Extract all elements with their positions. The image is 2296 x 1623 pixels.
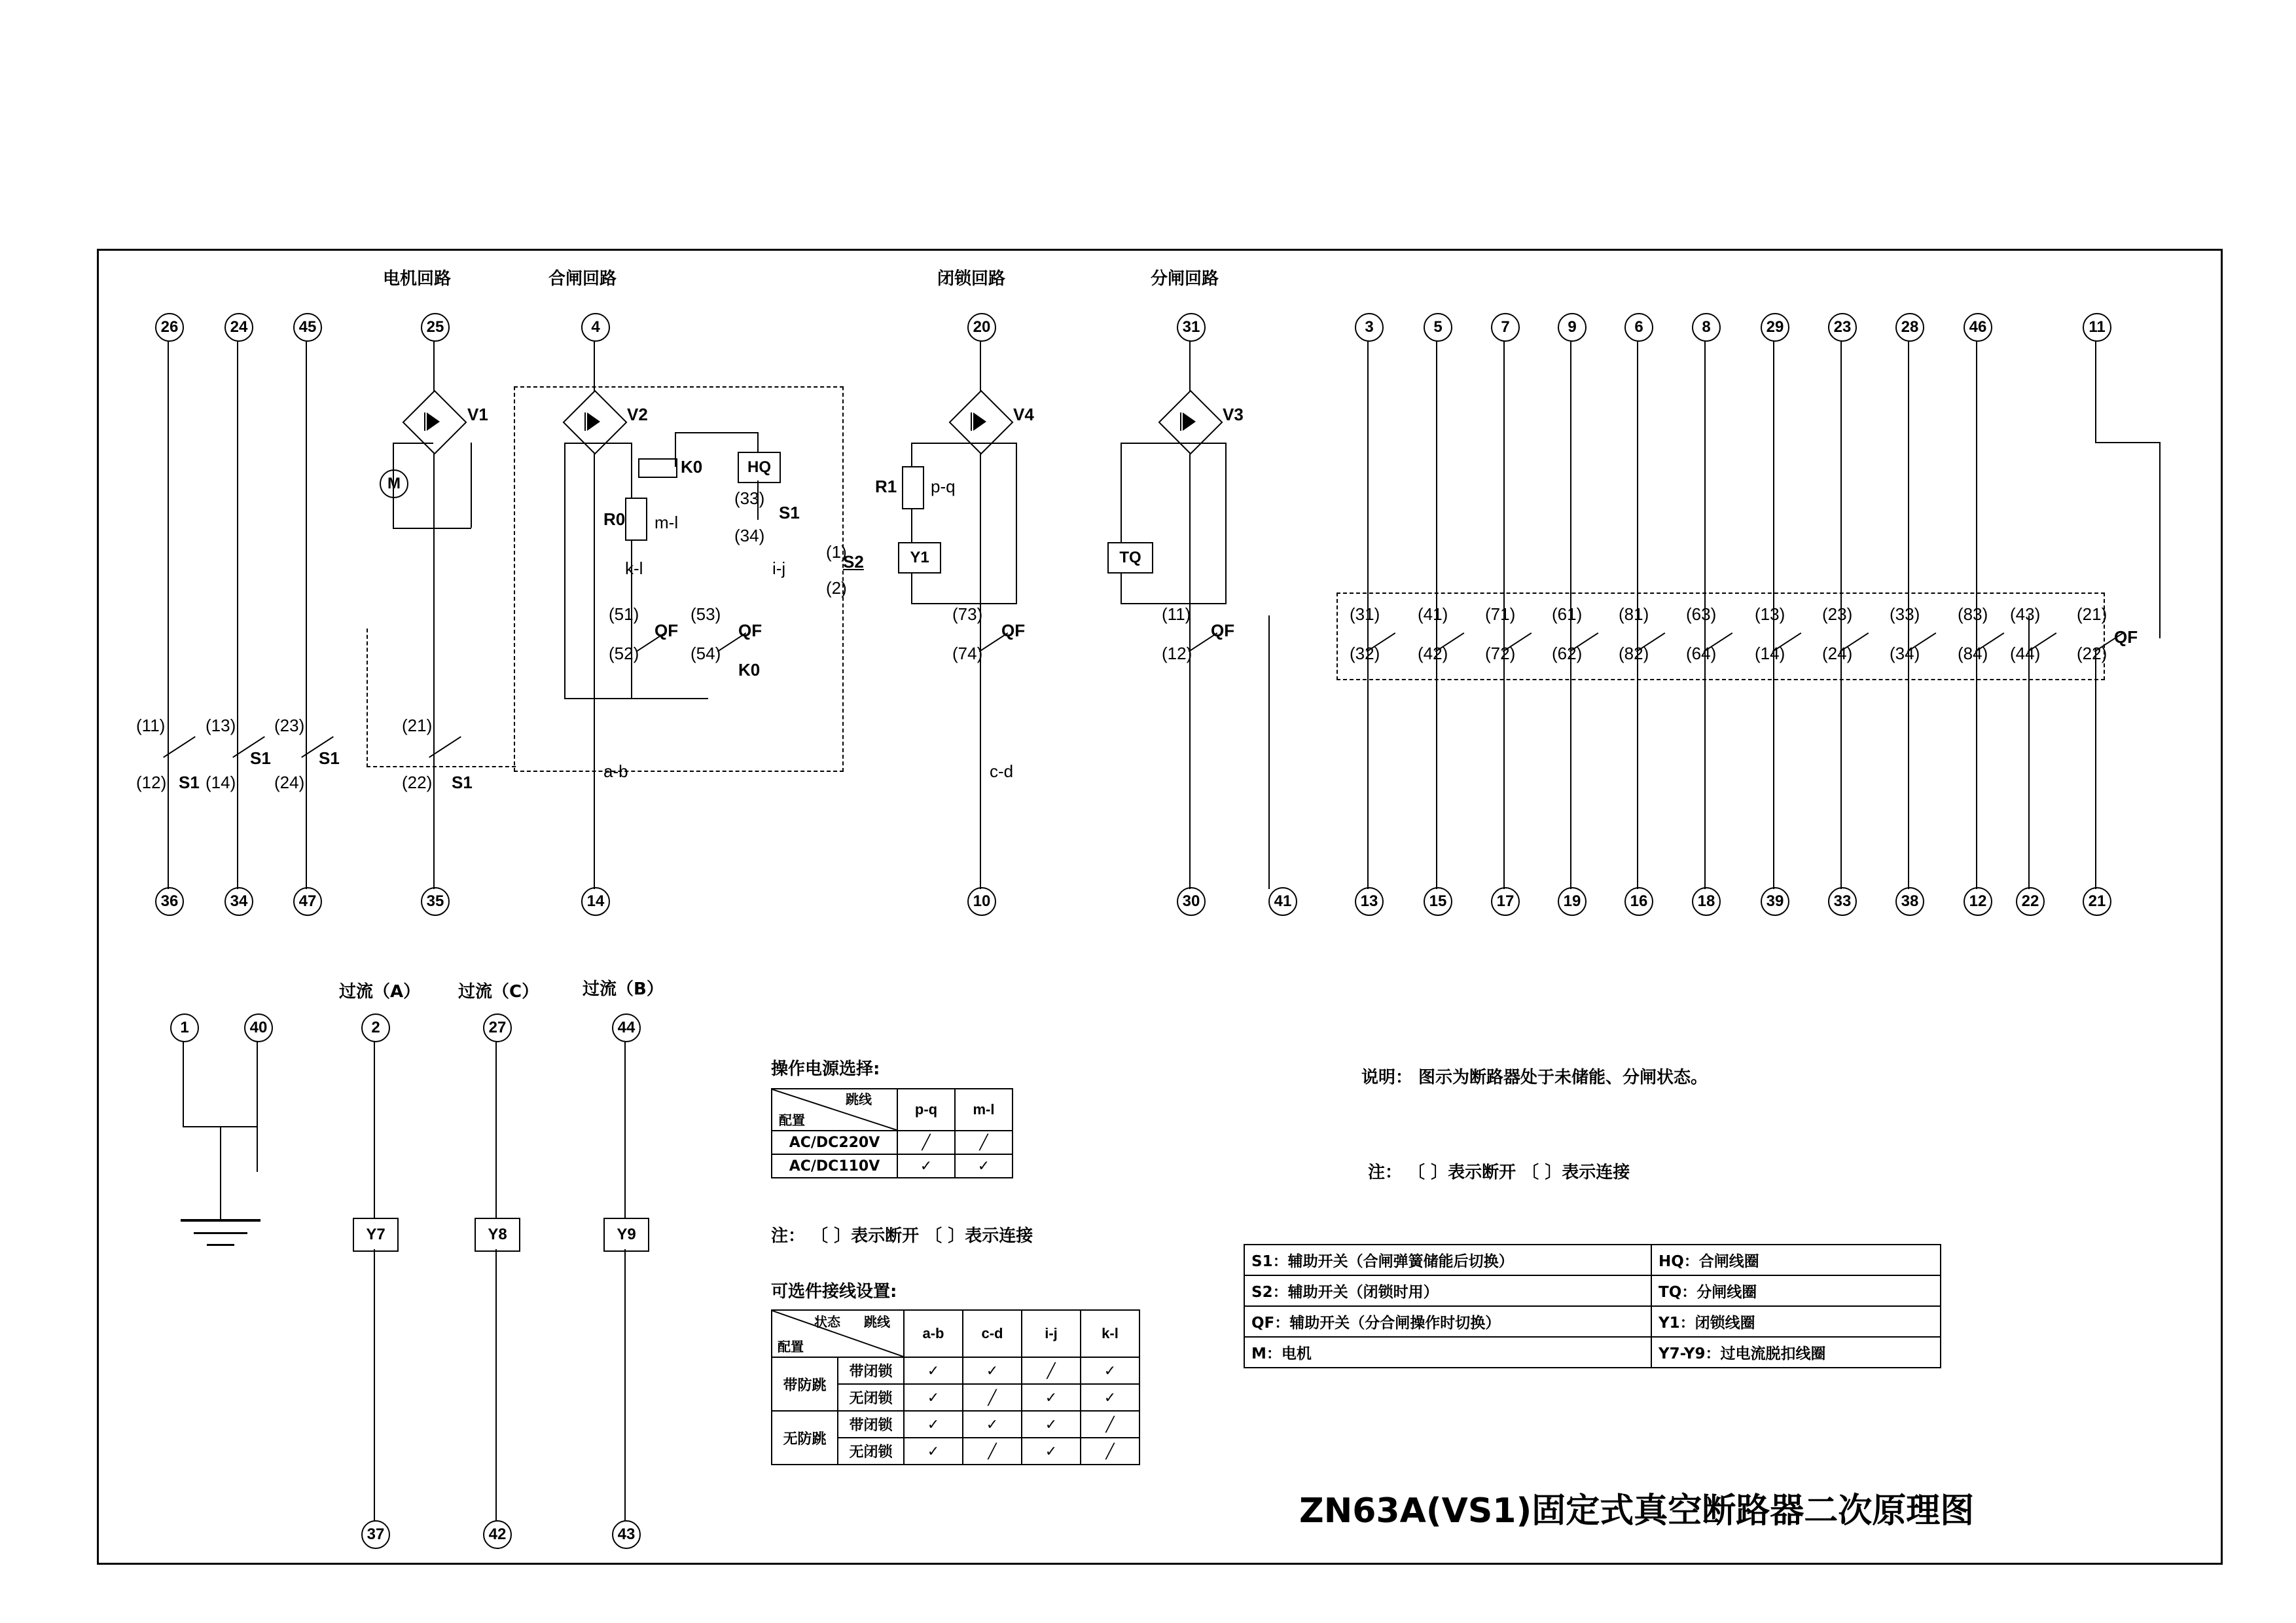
terminal-bottom: 15 (1424, 887, 1452, 916)
contact-qf-51: (51) (609, 604, 639, 624)
table-option-cell: ✓ (904, 1357, 963, 1384)
contact-qf-bot: (84) (1958, 644, 1988, 663)
component-y7-coil: Y7 (353, 1218, 399, 1252)
wire (374, 1249, 375, 1521)
terminal-bottom: 13 (1355, 887, 1384, 916)
table-option-row-label: 无闭锁 (838, 1384, 904, 1411)
diode-bar-v4 (971, 412, 972, 431)
legend-left: M：电机 (1244, 1337, 1651, 1368)
diode-bar-v1 (424, 412, 425, 431)
contact-qf-top: (23) (1822, 604, 1853, 624)
contact-qf-bot: (14) (1755, 644, 1785, 663)
terminal-top: 8 (1692, 313, 1721, 342)
wire (624, 1249, 626, 1521)
label-v1: V1 (467, 405, 488, 424)
close-circuit-boundary-ext (367, 766, 516, 767)
label-jumper-c-d: c-d (990, 761, 1014, 781)
terminal-lower-top: 27 (483, 1013, 512, 1042)
section-label-open: 分闸回路 (1151, 269, 1219, 289)
contact-qf-top: (31) (1350, 604, 1380, 624)
terminal-top: 45 (293, 313, 322, 342)
label-jumper-a-b: a-b (603, 761, 628, 781)
svg-text:跳线: 跳线 (864, 1314, 890, 1330)
label-k0-contact: K0 (738, 660, 761, 680)
wire (374, 1041, 375, 1218)
table-option-corner (772, 1310, 904, 1357)
label-r1: R1 (875, 477, 897, 496)
terminal-top: 46 (1964, 313, 1992, 342)
table-power-note: 注： 〔 〕表示断开 〔 〕表示连接 (771, 1226, 1033, 1246)
contact-qf-bot: (44) (2010, 644, 2041, 663)
contact-qf-open-12: (12) (1162, 644, 1193, 663)
wire (257, 1041, 258, 1172)
label-qf-lock: QF (1001, 621, 1026, 640)
terminal-lower-bottom: 37 (361, 1520, 390, 1549)
label-v4: V4 (1013, 405, 1034, 424)
wire (1268, 615, 1270, 889)
contact-s1-24: (24) (274, 773, 305, 792)
contact-qf-top: (41) (1418, 604, 1448, 624)
contact-s1-12: (12) (136, 773, 167, 792)
table-option-cell: ✓ (1022, 1411, 1081, 1438)
label-s1-close: S1 (779, 503, 800, 522)
table-power-cell: ╱ (897, 1131, 955, 1154)
table-option-group-label: 带防跳 (772, 1357, 838, 1411)
qf-group-boundary (1336, 593, 2108, 680)
table-option-cell: ✓ (1022, 1384, 1081, 1411)
contact-qf-top: (13) (1755, 604, 1785, 624)
diode-arrow-v3 (1183, 412, 1196, 431)
motor-symbol: M (380, 469, 408, 498)
table-power-col-0: p-q (897, 1089, 955, 1131)
table-option-col-0: a-b (904, 1310, 963, 1357)
contact-qf-bot: (82) (1619, 644, 1649, 663)
note-symbol: 注： 〔 〕表示断开 〔 〕表示连接 (1368, 1163, 1630, 1182)
contact-qf-top: (43) (2010, 604, 2041, 624)
terminal-bottom: 41 (1268, 887, 1297, 916)
terminal-lower-top: 1 (170, 1013, 199, 1042)
label-s1-a: S1 (179, 773, 200, 792)
wire (2095, 340, 2096, 442)
table-option-group-label: 无防跳 (772, 1411, 838, 1465)
contact-s2-2: (2) (826, 578, 847, 598)
component-hq-coil: HQ (738, 452, 781, 483)
table-option-col-1: c-d (963, 1310, 1022, 1357)
wire (393, 528, 471, 529)
table-option-cell: ✓ (904, 1384, 963, 1411)
table-option-cell: ✓ (1081, 1384, 1139, 1411)
terminal-top: 28 (1895, 313, 1924, 342)
table-option-cell: ╱ (1081, 1438, 1139, 1465)
legend-right: Y1：闭锁线圈 (1651, 1306, 1941, 1337)
component-y1-coil: Y1 (898, 542, 941, 574)
section-label-lock: 闭锁回路 (937, 269, 1006, 289)
legend-right: HQ：合闸线圈 (1651, 1245, 1941, 1275)
contact-qf-top: (83) (1958, 604, 1988, 624)
terminal-bottom: 10 (967, 887, 996, 916)
legend-left: S2：辅助开关（闭锁时用） (1244, 1275, 1651, 1306)
terminal-bottom: 14 (581, 887, 610, 916)
legend-left: QF：辅助开关（分合闸操作时切换） (1244, 1306, 1651, 1337)
svg-text:配置: 配置 (778, 1339, 804, 1355)
table-power-col-1: m-l (955, 1089, 1013, 1131)
terminal-top: 26 (155, 313, 184, 342)
label-jumper-i-j: i-j (772, 558, 786, 578)
terminal-lower-bottom: 42 (483, 1520, 512, 1549)
contact-s1-22: (22) (402, 773, 433, 792)
wire (393, 443, 433, 444)
terminal-bottom: 18 (1692, 887, 1721, 916)
close-circuit-boundary-ext2 (367, 629, 368, 767)
terminal-top: 6 (1624, 313, 1653, 342)
contact-qf-53: (53) (691, 604, 721, 624)
table-power-cell: ✓ (955, 1154, 1013, 1178)
terminal-bottom: 17 (1491, 887, 1520, 916)
wire (220, 1126, 221, 1219)
table-option-cell: ╱ (1022, 1357, 1081, 1384)
table-option-cell: ✓ (904, 1411, 963, 1438)
table-option-cell: ✓ (1081, 1357, 1139, 1384)
wire (1121, 443, 1190, 444)
wire (183, 1041, 184, 1126)
table-option-cell: ✓ (963, 1411, 1022, 1438)
contact-qf-bot: (34) (1890, 644, 1920, 663)
terminal-bottom: 16 (1624, 887, 1653, 916)
ground-bar-2 (194, 1232, 247, 1234)
table-option-title: 可选件接线设置: (771, 1282, 897, 1302)
terminal-top: 11 (2083, 313, 2111, 342)
table-option-cell: ╱ (963, 1438, 1022, 1465)
component-y9-coil: Y9 (603, 1218, 649, 1252)
terminal-bottom: 34 (224, 887, 253, 916)
contact-s1-14: (14) (206, 773, 236, 792)
contact-qf-bot: (22) (2077, 644, 2108, 663)
label-s2: S2 (843, 552, 864, 572)
diode-bar-v3 (1180, 412, 1181, 431)
terminal-bottom: 33 (1828, 887, 1857, 916)
label-jumper-k-l: k-l (625, 558, 643, 578)
contact-qf-74: (74) (952, 644, 983, 663)
contact-qf-bot: (24) (1822, 644, 1853, 663)
contact-s1-11: (11) (136, 716, 166, 735)
terminal-bottom: 35 (421, 887, 450, 916)
contact-s1-23: (23) (274, 716, 305, 735)
contact-qf-54: (54) (691, 644, 721, 663)
contact-hq-34: (34) (734, 526, 765, 545)
table-option-cell: ╱ (1081, 1411, 1139, 1438)
terminal-bottom: 47 (293, 887, 322, 916)
wire (2159, 442, 2161, 638)
section-label-motor: 电机回路 (383, 269, 452, 289)
diode-arrow-v1 (427, 412, 440, 431)
label-jumper-p-q: p-q (931, 477, 956, 496)
wire (495, 1041, 497, 1218)
contact-qf-bot: (72) (1485, 644, 1516, 663)
svg-text:状态: 状态 (814, 1314, 840, 1330)
wire (911, 443, 980, 444)
component-r1 (902, 466, 924, 509)
label-s1-d: S1 (452, 773, 473, 792)
note-explain: 说明： 图示为断路器处于未储能、分闸状态。 (1361, 1068, 1708, 1087)
table-power-cell: ╱ (955, 1131, 1013, 1154)
section-label-close: 合闸回路 (548, 269, 617, 289)
contact-qf-open-11: (11) (1162, 604, 1191, 624)
label-v2: V2 (627, 405, 648, 424)
table-option-row-label: 带闭锁 (838, 1411, 904, 1438)
terminal-top: 24 (224, 313, 253, 342)
label-r0: R0 (603, 509, 626, 529)
terminal-bottom: 38 (1895, 887, 1924, 916)
section-label-oc-c: 过流（C） (458, 982, 539, 1002)
label-s1-b: S1 (250, 748, 271, 768)
contact-qf-top: (63) (1686, 604, 1717, 624)
table-option-cell: ✓ (904, 1438, 963, 1465)
contact-qf-bot: (32) (1350, 644, 1380, 663)
terminal-bottom: 19 (1558, 887, 1587, 916)
ground-bar-1 (181, 1219, 260, 1222)
legend-right: Y7-Y9：过电流脱扣线圈 (1651, 1337, 1941, 1368)
terminal-bottom: 22 (2016, 887, 2045, 916)
terminal-lower-top: 2 (361, 1013, 390, 1042)
svg-text:跳线: 跳线 (846, 1091, 872, 1107)
close-circuit-boundary (514, 386, 844, 772)
wire (1016, 443, 1017, 603)
wire (168, 340, 169, 889)
table-power-corner (772, 1089, 897, 1131)
terminal-lower-top: 40 (244, 1013, 273, 1042)
wire (1121, 443, 1122, 603)
label-v3: V3 (1223, 405, 1244, 424)
label-k0: K0 (681, 457, 703, 477)
label-s1-c: S1 (319, 748, 340, 768)
label-jumper-m-l: m-l (655, 513, 679, 532)
terminal-lower-bottom: 43 (612, 1520, 641, 1549)
contact-s1-21: (21) (402, 716, 433, 735)
wire (1225, 443, 1227, 603)
wire (1189, 443, 1226, 444)
wire (471, 443, 472, 528)
terminal-top: 25 (421, 313, 450, 342)
terminal-bottom: 36 (155, 887, 184, 916)
terminal-top: 23 (1828, 313, 1857, 342)
table-power-row-label: AC/DC110V (772, 1154, 897, 1178)
wire (306, 340, 307, 889)
terminal-top: 9 (1558, 313, 1587, 342)
terminal-top: 20 (967, 313, 996, 342)
contact-qf-bot: (64) (1686, 644, 1717, 663)
table-option-col-2: i-j (1022, 1310, 1081, 1357)
diode-arrow-v4 (973, 412, 986, 431)
table-option-col-3: k-l (1081, 1310, 1139, 1357)
contact-hq-33: (33) (734, 488, 765, 508)
contact-qf-bot: (62) (1552, 644, 1583, 663)
terminal-lower-top: 44 (612, 1013, 641, 1042)
contact-qf-top: (21) (2077, 604, 2108, 624)
wire (624, 1041, 626, 1218)
table-power-selection (771, 1088, 1013, 1178)
terminal-bottom: 12 (1964, 887, 1992, 916)
label-qf-open: QF (1211, 621, 1235, 640)
terminal-top: 4 (581, 313, 610, 342)
table-power-title: 操作电源选择: (771, 1059, 880, 1079)
contact-qf-top: (71) (1485, 604, 1516, 624)
table-option-row-label: 带闭锁 (838, 1357, 904, 1384)
terminal-bottom: 21 (2083, 887, 2111, 916)
label-qf-close-2: QF (738, 621, 762, 640)
label-qf-close-1: QF (655, 621, 679, 640)
table-option-cell: ╱ (963, 1384, 1022, 1411)
section-label-oc-b: 过流（B） (583, 979, 664, 999)
terminal-top: 31 (1177, 313, 1206, 342)
ground-bar-3 (207, 1244, 234, 1246)
contact-qf-73: (73) (952, 604, 983, 624)
table-power-cell: ✓ (897, 1154, 955, 1178)
contact-s2-1: (1) (826, 542, 847, 562)
table-option-row-label: 无闭锁 (838, 1438, 904, 1465)
legend-table (1244, 1244, 1941, 1368)
legend-left: S1：辅助开关（合闸弹簧储能后切换） (1244, 1245, 1651, 1275)
table-option-cell: ✓ (963, 1357, 1022, 1384)
wire (495, 1249, 497, 1521)
terminal-bottom: 39 (1761, 887, 1789, 916)
terminal-bottom: 30 (1177, 887, 1206, 916)
contact-qf-top: (61) (1552, 604, 1583, 624)
table-option-cell: ✓ (1022, 1438, 1081, 1465)
contact-s1-13: (13) (206, 716, 236, 735)
wire (2095, 648, 2096, 889)
terminal-top: 5 (1424, 313, 1452, 342)
contact-qf-52: (52) (609, 644, 639, 663)
section-label-oc-a: 过流（A） (339, 982, 421, 1002)
wire (2095, 442, 2161, 443)
terminal-top: 7 (1491, 313, 1520, 342)
component-tq-coil: TQ (1107, 542, 1153, 574)
label-qf-group: QF (2114, 627, 2138, 647)
svg-text:配置: 配置 (779, 1112, 805, 1128)
table-power-row-label: AC/DC220V (772, 1131, 897, 1154)
legend-right: TQ：分闸线圈 (1651, 1275, 1941, 1306)
terminal-top: 3 (1355, 313, 1384, 342)
table-option-settings (771, 1309, 1140, 1465)
wire (237, 340, 238, 889)
wire (980, 443, 1016, 444)
contact-qf-top: (33) (1890, 604, 1920, 624)
contact-qf-top: (81) (1619, 604, 1649, 624)
component-y8-coil: Y8 (475, 1218, 520, 1252)
contact-qf-bot: (42) (1418, 644, 1448, 663)
terminal-top: 29 (1761, 313, 1789, 342)
drawing-title: ZN63A(VS1)固定式真空断路器二次原理图 (1299, 1491, 1975, 1531)
